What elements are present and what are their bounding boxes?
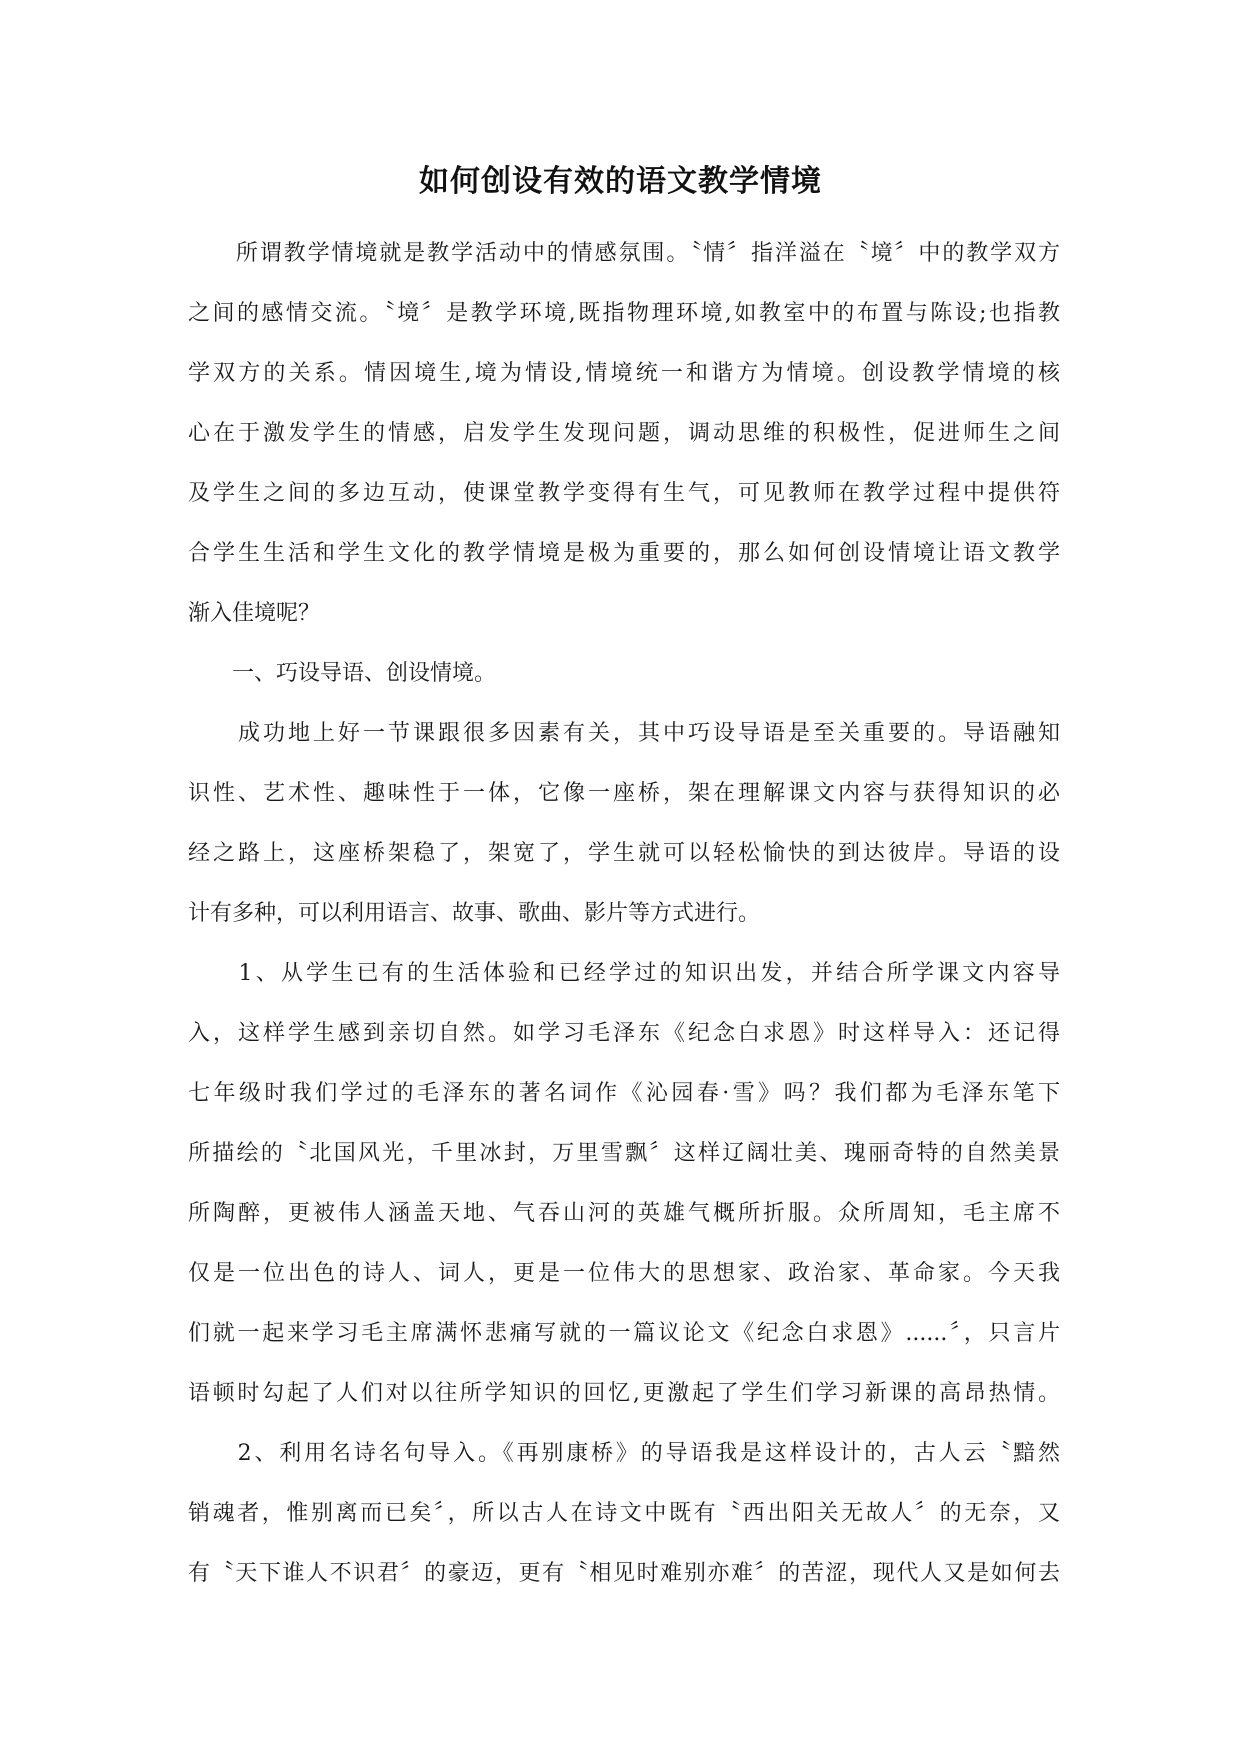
paragraph-point-1 xyxy=(188,944,1060,1424)
text-line: 经之路上，这座桥架稳了，架宽了，学生就可以轻松愉快的到达彼岸。导语的设 xyxy=(188,841,1060,866)
text-line: 有〝天下谁人不识君〞的豪迈，更有〝相见时难别亦难〞的苦涩，现代人又是如何去 xyxy=(188,1561,1060,1586)
text-line: 仅是一位出色的诗人、词人，更是一位伟大的思想家、政治家、革命家。今天我 xyxy=(188,1261,1060,1286)
text-line: 成功地上好一节课跟很多因素有关，其中巧设导语是至关重要的。导语融知 xyxy=(188,721,1060,746)
text-line: 1、从学生已有的生活体验和已经学过的知识出发，并结合所学课文内容导 xyxy=(188,961,1060,986)
text-line: 合学生生活和学生文化的教学情境是极为重要的，那么如何创设情境让语文教学 xyxy=(188,541,1060,566)
text-line: 入，这样学生感到亲切自然。如学习毛泽东《纪念白求恩》时这样导入：还记得 xyxy=(188,1021,1060,1046)
paragraph-guide xyxy=(188,704,1060,944)
text-line: 识性、艺术性、趣味性于一体，它像一座桥，架在理解课文内容与获得知识的必 xyxy=(188,781,1060,806)
section-heading xyxy=(188,644,1060,704)
document-title: 如何创设有效的语文教学情境 xyxy=(419,164,822,199)
paragraph-intro xyxy=(188,224,1060,644)
text-line: 渐入佳境呢？ xyxy=(188,601,321,626)
paragraph-point-2 xyxy=(188,1424,1060,1604)
text-line: 销魂者，惟别离而已矣〞，所以古人在诗文中既有〝西出阳关无故人〞的无奈，又 xyxy=(188,1501,1060,1526)
text-line: 一、巧设导语、创设情境。 xyxy=(188,661,497,686)
text-line: 计有多种，可以利用语言、故事、歌曲、影片等方式进行。 xyxy=(188,901,761,926)
text-line: 所谓教学情境就是教学活动中的情感氛围。〝情〞指洋溢在〝境〞中的教学双方 xyxy=(188,241,1060,266)
text-line: 所描绘的〝北国风光，千里冰封，万里雪飘〞这样辽阔壮美、瑰丽奇特的自然美景 xyxy=(188,1141,1060,1166)
document-body xyxy=(188,224,1060,1604)
text-line: 2、利用名诗名句导入。《再别康桥》的导语我是这样设计的，古人云〝黯然 xyxy=(188,1441,1060,1466)
text-line: 所陶醉，更被伟人涵盖天地、气吞山河的英雄气概所折服。众所周知，毛主席不 xyxy=(188,1201,1060,1226)
text-line: 及学生之间的多边互动，使课堂教学变得有生气，可见教师在教学过程中提供符 xyxy=(188,481,1060,506)
text-line: 心在于激发学生的情感，启发学生发现问题，调动思维的积极性，促进师生之间 xyxy=(188,421,1060,446)
text-line: 之间的感情交流。〝境〞是教学环境,既指物理环境,如教室中的布置与陈设;也指教 xyxy=(188,301,1060,326)
text-line: 学双方的关系。情因境生,境为情设,情境统一和谐方为情境。创设教学情境的核 xyxy=(188,361,1060,386)
text-line: 们就一起来学习毛主席满怀悲痛写就的一篇议论文《纪念白求恩》......〞，只言片 xyxy=(188,1321,1060,1346)
text-line: 语顿时勾起了人们对以往所学知识的回忆,更激起了学生们学习新课的高昂热情。 xyxy=(188,1381,1060,1406)
text-line: 七年级时我们学过的毛泽东的著名词作《沁园春·雪》吗？我们都为毛泽东笔下 xyxy=(188,1081,1060,1106)
